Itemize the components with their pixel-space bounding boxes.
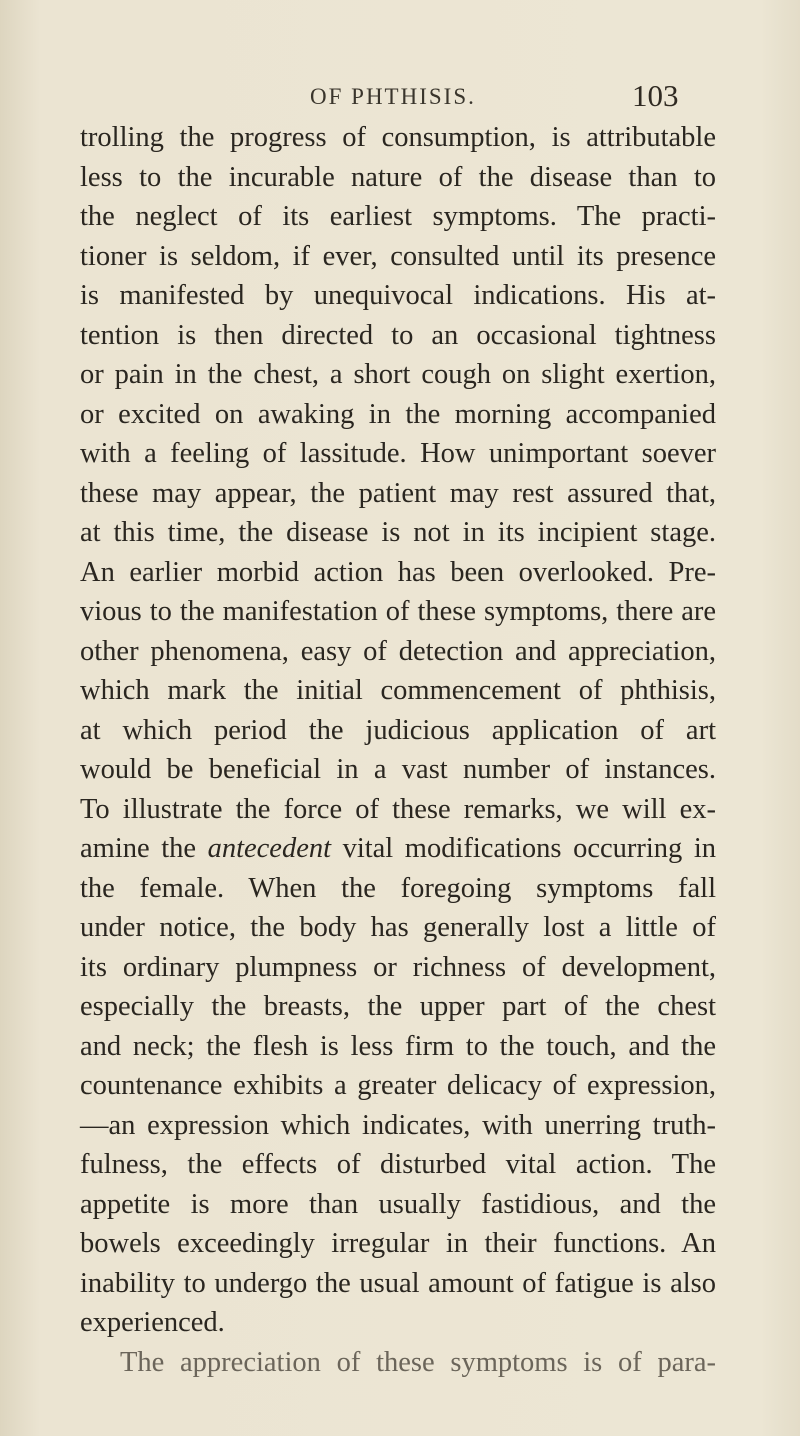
text-line: or pain in the chest, a short cough on slight exertion, [80,359,716,390]
text-line: vious to the manifestation of these symptoms, there are [80,596,716,627]
italic-word: antecedent [207,833,332,864]
text-line: with a feeling of lassitude. How unimportant soever [80,438,716,469]
text-line: these may appear, the patient may rest assured that, [80,477,716,509]
text-line: experienced. [80,1307,225,1338]
text-line: inability to undergo the usual amount of fatigue is also [80,1267,716,1299]
text-line: or excited on awaking in the morning accompanied [80,398,716,430]
text-line: at which period the judicious application of art [80,714,716,746]
text-line: at this time, the disease is not in its incipient stage. [80,517,716,548]
body-text [80,118,716,1382]
text-line: tention is then directed to an occasional tightness [80,319,716,351]
text-line: less to the incurable nature of the disease than to [80,161,716,193]
page-header [0,78,800,118]
text-line: especially the breasts, the upper part of the chest [80,991,716,1022]
text-segment: vital modifications occurring in [331,833,716,864]
text-line: To illustrate the force of these remarks, we will ex- [80,793,716,825]
text-line: bowels exceedingly irregular in their functions. An [80,1228,716,1259]
running-title: OF PHTHISIS. [310,84,476,109]
text-line-new-paragraph: The appreciation of these symptoms is of para- [120,1346,716,1378]
text-segment: amine the [80,833,208,864]
text-line: under notice, the body has generally lost a little of [80,912,716,943]
text-line: other phenomena, easy of detection and appreciation, [80,635,716,667]
text-line: An earlier morbid action has been overlooked. Pre- [80,556,716,588]
text-line-with-italic [80,829,716,869]
text-line: the neglect of its earliest symptoms. The practi- [80,201,716,232]
text-line: its ordinary plumpness or richness of development, [80,951,716,983]
text-line: fulness, the effects of disturbed vital action. The [80,1149,716,1180]
text-line: and neck; the flesh is less firm to the touch, and the [80,1030,716,1062]
text-line: which mark the initial commencement of phthisis, [80,675,716,706]
text-line: countenance exhibits a greater delicacy of expression, [80,1070,716,1101]
text-line: trolling the progress of consumption, is attributable [80,122,716,153]
text-line: is manifested by unequivocal indications. His at- [80,280,716,311]
text-line: tioner is seldom, if ever, consulted until its presence [80,240,716,272]
page-number: 103 [632,78,679,113]
text-line: would be beneficial in a vast number of instances. [80,754,716,785]
text-line: —an expression which indicates, with unerring truth- [80,1109,716,1141]
text-line: the female. When the foregoing symptoms fall [80,872,716,904]
text-line: appetite is more than usually fastidious, and the [80,1188,716,1220]
